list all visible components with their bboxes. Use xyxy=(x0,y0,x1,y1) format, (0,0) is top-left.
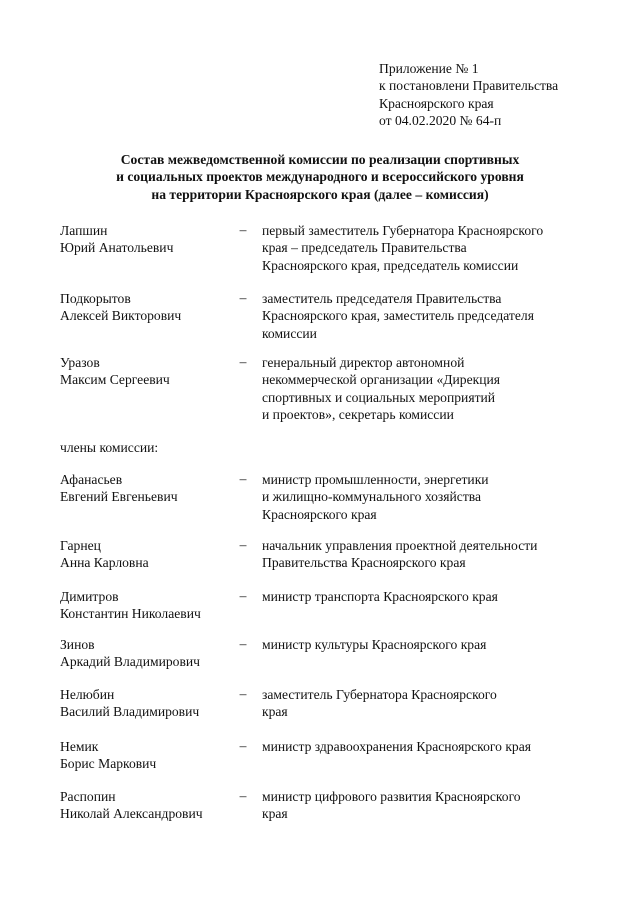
person-name xyxy=(60,290,230,325)
person-given-name: Алексей Викторович xyxy=(60,308,182,324)
person-given-name: Юрий Анатольевич xyxy=(60,240,174,256)
person-surname: Лапшин xyxy=(60,223,108,238)
position-line: Красноярского края xyxy=(262,506,377,522)
person-name xyxy=(60,636,230,671)
person-position xyxy=(262,471,587,523)
position-line: министр промышленности, энергетики xyxy=(262,472,489,487)
person-surname: Димитров xyxy=(60,589,119,604)
position-line: края xyxy=(262,806,288,822)
dash-separator: – xyxy=(239,222,247,237)
person-position xyxy=(262,354,587,424)
position-line: заместитель председателя Правительства xyxy=(262,291,502,306)
appendix-line: от 04.02.2020 № 64-п xyxy=(379,113,502,129)
position-line: Правительства Красноярского края xyxy=(262,555,466,571)
position-line: Красноярского края, председатель комиссии xyxy=(262,257,519,273)
position-line: министр культуры Красноярского края xyxy=(262,637,487,652)
position-line: министр здравоохранения Красноярского края xyxy=(262,739,532,754)
person-surname: Зинов xyxy=(60,637,95,652)
person-name xyxy=(60,354,230,389)
position-line: и жилищно-коммунального хозяйства xyxy=(262,489,482,505)
position-line: первый заместитель Губернатора Красноярского xyxy=(262,223,544,238)
members-label: члены комиссии: xyxy=(60,440,159,455)
title-line: Состав межведомственной комиссии по реализации спортивных xyxy=(120,152,520,167)
position-line: края xyxy=(262,704,288,720)
position-line: спортивных и социальных мероприятий xyxy=(262,389,496,405)
person-name xyxy=(60,471,230,506)
person-given-name: Николай Александрович xyxy=(60,806,203,822)
person-name xyxy=(60,588,230,623)
position-line: Красноярского края, заместитель председателя xyxy=(262,308,534,324)
dash-separator: – xyxy=(239,788,247,803)
position-line: генеральный директор автономной xyxy=(262,355,465,370)
person-given-name: Аркадий Владимирович xyxy=(60,654,200,670)
dash-separator: – xyxy=(239,636,247,651)
person-given-name: Евгений Евгеньевич xyxy=(60,489,178,505)
person-name xyxy=(60,222,230,257)
appendix-line: Красноярского края xyxy=(379,95,494,111)
person-name xyxy=(60,788,230,823)
title-line: на территории Красноярского края (далее – комиссия) xyxy=(151,186,489,202)
dash-separator: – xyxy=(239,471,247,486)
person-name xyxy=(60,537,230,572)
position-line: министр цифрового развития Красноярского xyxy=(262,789,521,804)
person-surname: Уразов xyxy=(60,355,100,370)
person-position xyxy=(262,788,587,823)
appendix-line: к постановлени Правительства xyxy=(379,78,559,94)
person-given-name: Василий Владимирович xyxy=(60,704,200,720)
document-title xyxy=(60,151,580,203)
person-name xyxy=(60,738,230,773)
dash-separator: – xyxy=(239,686,247,701)
position-line: комиссии xyxy=(262,325,317,341)
person-surname: Распопин xyxy=(60,789,116,804)
dash-separator: – xyxy=(239,588,247,603)
person-surname: Нелюбин xyxy=(60,687,115,702)
person-position xyxy=(262,588,587,605)
person-position xyxy=(262,290,587,342)
position-line: края – председатель Правительства xyxy=(262,240,467,256)
position-line: министр транспорта Красноярского края xyxy=(262,589,498,604)
person-surname: Гарнец xyxy=(60,538,101,553)
position-line: начальник управления проектной деятельности xyxy=(262,538,538,553)
dash-separator: – xyxy=(239,290,247,305)
title-line: и социальных проектов международного и всероссийского уровня xyxy=(116,169,524,185)
person-position xyxy=(262,738,587,755)
person-given-name: Борис Маркович xyxy=(60,756,157,772)
position-line: заместитель Губернатора Красноярского xyxy=(262,687,497,702)
person-given-name: Максим Сергеевич xyxy=(60,372,170,388)
person-name xyxy=(60,686,230,721)
dash-separator: – xyxy=(239,537,247,552)
position-line: некоммерческой организации «Дирекция xyxy=(262,372,501,388)
person-given-name: Константин Николаевич xyxy=(60,606,201,622)
person-position xyxy=(262,222,587,274)
position-line: и проектов», секретарь комиссии xyxy=(262,407,454,423)
person-surname: Немик xyxy=(60,739,99,754)
person-given-name: Анна Карловна xyxy=(60,555,149,571)
person-surname: Подкорытов xyxy=(60,291,131,306)
person-position xyxy=(262,537,587,572)
dash-separator: – xyxy=(239,738,247,753)
person-surname: Афанасьев xyxy=(60,472,123,487)
person-position xyxy=(262,686,587,721)
person-position xyxy=(262,636,587,653)
dash-separator: – xyxy=(239,354,247,369)
appendix-line: Приложение № 1 xyxy=(379,61,479,76)
appendix-header xyxy=(379,60,619,130)
